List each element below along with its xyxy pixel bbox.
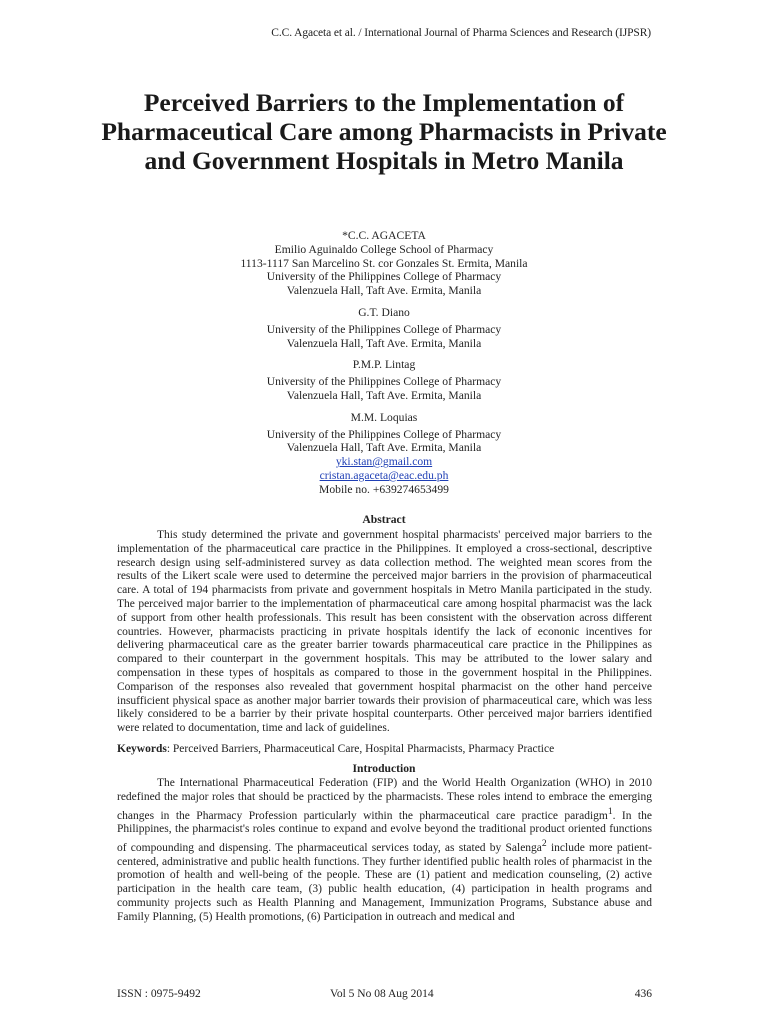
citation-1: 1 bbox=[607, 805, 613, 817]
intro-text-1: The International Pharmaceutical Federation (FIP) and the World Health Organization (WHO) in 2010 redefined the major roles that should be practiced by the pharmacists. These roles intend to embrace the emerging changes in the Pharmacy Profession particularly within the pharmaceutical care practice paradigm bbox=[117, 777, 652, 822]
email-link[interactable]: yki.stan@gmail.com bbox=[335, 455, 433, 469]
affiliation-line: Valenzuela Hall, Taft Ave. Ermita, Manila bbox=[286, 441, 482, 455]
paper-title: Perceived Barriers to the Implementation of Pharmaceutical Care among Pharmacists in Private and Government Hospitals in Metro Manila bbox=[101, 88, 667, 175]
citation-2: 2 bbox=[541, 838, 547, 850]
author-name: M.M. Loquias bbox=[350, 410, 418, 424]
affiliation-line: University of the Philippines College of Pharmacy bbox=[266, 270, 502, 284]
author-block bbox=[0, 229, 768, 497]
affiliation-line: University of the Philippines College of Pharmacy bbox=[266, 427, 502, 441]
intro-text-2: . In the Philippines, the pharmacist's roles continue to expand and evolve beyond the traditional product oriented functions of compounding and dispensing. The pharmaceutical services today, as stated by Salenga bbox=[117, 809, 652, 854]
email-link[interactable]: cristan.agaceta@eac.edu.ph bbox=[319, 468, 449, 482]
keywords-label: Keywords bbox=[117, 743, 167, 755]
author-name: P.M.P. Lintag bbox=[352, 358, 416, 372]
mobile-number: Mobile no. +639274653499 bbox=[319, 482, 449, 496]
footer-volume: Vol 5 No 08 Aug 2014 bbox=[330, 988, 434, 1000]
keywords-text: : Perceived Barriers, Pharmaceutical Care, Hospital Pharmacists, Pharmacy Practice bbox=[166, 743, 555, 755]
keywords bbox=[117, 743, 652, 755]
affiliation-line: Valenzuela Hall, Taft Ave. Ermita, Manila bbox=[286, 284, 482, 298]
intro-text-3: include more patient-centered, administrative and public health functions. They further identified public health roles of pharmacist in the promotion of health and well-being of the people. These are (1) patient and medication counseling, (2) active participation in the health care team, (3) public health education, (4) participation in health programs and community projects such as Health Planning and Management, Immunization Programs, Substance abuse and Family Planning, (5) Health promotions, (6) Participation in outreach and medical and bbox=[117, 841, 652, 923]
abstract-heading: Abstract bbox=[362, 513, 406, 526]
author-name: *C.C. AGACETA bbox=[342, 229, 426, 242]
running-header: C.C. Agaceta et al. / International Journal of Pharma Sciences and Research (IJPSR) bbox=[271, 27, 651, 39]
footer-issn: ISSN : 0975-9492 bbox=[117, 988, 201, 1000]
abstract-body bbox=[117, 529, 652, 736]
affiliation-line: Valenzuela Hall, Taft Ave. Ermita, Manila bbox=[286, 388, 482, 402]
introduction-heading: Introduction bbox=[352, 762, 416, 775]
abstract-text: This study determined the private and government hospital pharmacists' perceived major barriers to the implementation of the pharmaceutical care practice in the Philippines. It employed a cross-sectional, descriptive research design using self-administered survey as data collection method. The weighted mean scores from the results of the Likert scale were used to determine the perceived major barriers in the provision of pharmaceutical care. A total of 194 pharmacists from private and government hospitals in Metro Manila participated in the study. The perceived major barrier to the implementation of pharmaceutical care among hospital pharmacist was the lack of support from other health professionals. This result has been consistent with the observation across different countries. However, pharmacists practicing in private hospitals identify the lack of econonic incentives for delivering pharmaceutical care as the greater barrier towards pharmaceutical care practice in the Philippines as compared to their counterpart in the government hospitals. This may be attributed to the lower salary and compensation in these types of hospitals as compared to those in the government hospital in the Philippines. Comparison of the responses also revealed that government hospital pharmacist on the other hand perceive insufficient physical space as another major barrier towards their provision of pharmaceutical care, which was less likely considered to be a barrier by their private hospital counterparts. Other perceived major barriers identified were related to documentation, time and lack of guidelines. bbox=[117, 529, 652, 735]
introduction-body bbox=[117, 777, 652, 925]
page-number: 436 bbox=[634, 988, 652, 1000]
affiliation-line: 1113-1117 San Marcelino St. cor Gonzales St. Ermita, Manila bbox=[240, 256, 528, 270]
affiliation-line: University of the Philippines College of Pharmacy bbox=[266, 322, 502, 336]
author-name: G.T. Diano bbox=[358, 305, 410, 319]
affiliation-line: Emilio Aguinaldo College School of Pharmacy bbox=[274, 242, 494, 256]
introduction-paragraph bbox=[117, 777, 652, 925]
affiliation-line: University of the Philippines College of Pharmacy bbox=[266, 375, 502, 389]
affiliation-line: Valenzuela Hall, Taft Ave. Ermita, Manila bbox=[286, 336, 482, 350]
